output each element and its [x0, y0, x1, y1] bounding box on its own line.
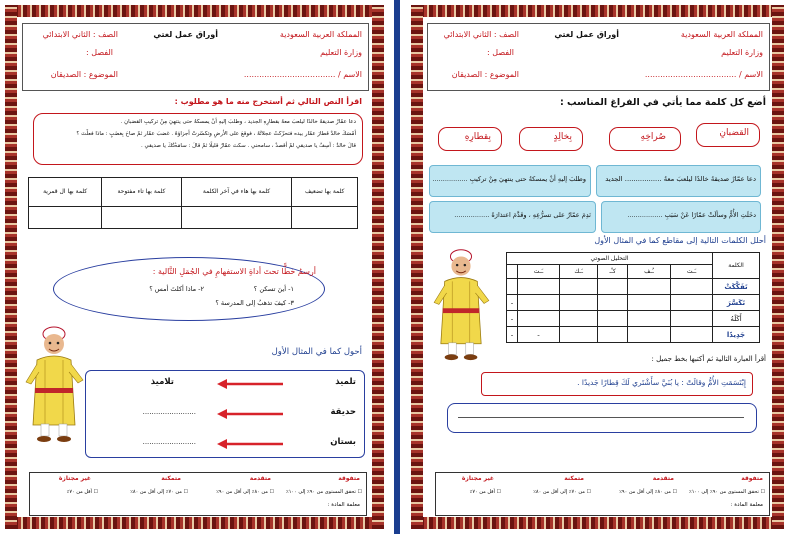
dash-cell: ـ [507, 295, 518, 311]
word-chip-label: صُراخِهِ [640, 132, 666, 142]
word-chip-label: بِقطارِهِ [464, 132, 491, 142]
reading-passage [33, 113, 363, 165]
rating-detail: ☐ من ٨٠٪ إلى أقل من ٩٠٪ [619, 489, 677, 495]
oval-title: أرسمُ خطًّا تحتَ أداةِ الاستفهامِ في الجُمَلِ التَّالية : [152, 267, 316, 276]
passage-line: دعا عمّارٌ صديقهُ خالدًا ليلعبَ معهُ بقطارِهِ الجديد ، وطلبَ إليهِ أنْ يمسكهُ حتى ينتهيَ مِنْ تركيبِ القضبانِ . [120, 119, 356, 125]
syllable-cell [671, 279, 713, 295]
answer-cell[interactable] [29, 206, 102, 228]
analyze-word: أَكَلَهُ [713, 311, 760, 327]
arrow-left-icon [217, 408, 285, 420]
fill-sentence[interactable] [596, 165, 761, 197]
sentence-text: دخَلَتِ الأُمُّ وسألَتْ عمّارًا عَنْ سَبَبِ ................. [627, 211, 756, 219]
analyze-title: أحلل الكلمات التالية إلى مقاطع كما في المثال الأول [594, 236, 766, 245]
word-chip[interactable] [696, 123, 760, 147]
rating-footer [435, 472, 770, 516]
oval-question-2: ٢- ماذا أكلتَ أمس ؟ [149, 285, 204, 293]
page-divider [394, 0, 400, 534]
border-right [772, 5, 784, 529]
syllable-cell[interactable] [559, 311, 597, 327]
border-left [411, 5, 423, 529]
rating-level: غير مجتازة [58, 475, 91, 482]
syllable-cell[interactable] [671, 327, 713, 343]
table-header: الكلمة [713, 253, 760, 279]
syllable-cell[interactable] [628, 311, 671, 327]
table-header: كلمة بها تضعيف [292, 178, 358, 207]
syllable-cell[interactable] [628, 295, 671, 311]
teacher-sign: معلمة المادة : [327, 502, 360, 508]
sentence-text: نَدِمَ عمّارٌ على تسرُّعِهِ ، وقَدَّمَ اعتذارَهُ ................. [454, 211, 591, 219]
syllable-cell[interactable] [598, 327, 628, 343]
syllable-cell: ـَـك [559, 265, 597, 279]
kingdom-text: المملكة العربية السعودية [279, 30, 362, 39]
rating-detail: ☐ من ٧٠٪ إلى أقل من ٨٠٪ [533, 489, 591, 495]
passage-line: قالَ خالدٌ : آسِفٌ يا صديقي لمْ أقصدْ ، سامحني . سكتَ عمّارٌ قليلًا ثمّ قالَ : سامَحْتُكَ يا صديقي . [140, 143, 356, 149]
name-label: الاسم / .................................... [644, 70, 763, 79]
copy-sentence-box [481, 372, 753, 396]
syllable-cell: ـَـت [671, 265, 713, 279]
header-box [22, 23, 369, 91]
syllable-cell [507, 279, 518, 295]
dash-cell: ـ [507, 311, 518, 327]
analyze-word: تَفَكَّكَتْ [713, 279, 760, 295]
table-header: التحليل الصوتي [507, 253, 713, 265]
sentence-text: دعا عمّارٌ صديقهُ خالدًا ليلعبَ معهُ ................. الجديد [605, 175, 756, 183]
convert-target: تلاميذ [150, 377, 174, 387]
convert-source: بستان [330, 437, 356, 447]
left-worksheet [5, 5, 384, 529]
border-left [5, 5, 17, 529]
section-label: الفصل : [86, 48, 113, 57]
oval-question-3: ٣- كيفَ تذهبُ إلى المدرسة ؟ [215, 299, 294, 307]
syllable-cell[interactable] [628, 327, 671, 343]
table-header: كلمة بها هاء في آخر الكلمة [181, 178, 292, 207]
convert-source: تلميذ [335, 377, 356, 387]
writing-line [458, 417, 744, 418]
rating-level: متفوقة [338, 475, 360, 482]
border-right [372, 5, 384, 529]
syllable-cell[interactable] [671, 295, 713, 311]
word-chip[interactable] [609, 127, 681, 151]
syllable-cell[interactable] [598, 295, 628, 311]
dash-cell: ـ [507, 327, 518, 343]
convert-source: حديقة [330, 407, 356, 417]
table-header: كلمة بها تاء مفتوحة [102, 178, 181, 207]
rating-level: متمكنة [161, 475, 181, 482]
rating-detail: ☐ تحقق المستوى من ٩٠٪ إلى ١٠٠٪ [286, 489, 362, 495]
dash-cell: ـ [518, 327, 560, 343]
name-label: الاسم / .................................... [243, 70, 362, 79]
left-instruction: اقرأ النص التالي ثم أستخرج منه ما هو مطلوب : [174, 97, 362, 106]
border-bottom [411, 517, 784, 529]
rating-detail: ☐ أقل من ٧٠٪ [469, 489, 501, 495]
header-box [427, 23, 770, 91]
section-label: الفصل : [487, 48, 514, 57]
syllable-cell [507, 265, 518, 279]
syllable-cell [598, 279, 628, 295]
rating-level: متقدمة [652, 475, 674, 482]
worksheet-title: أوراق عمل لغتي [554, 30, 619, 39]
analyze-word: تَكَسَّرَ [713, 295, 760, 311]
rating-level: غير مجتازة [461, 475, 494, 482]
syllable-cell[interactable] [518, 311, 560, 327]
syllable-cell [518, 279, 560, 295]
arrow-left-icon [217, 378, 285, 390]
syllable-cell[interactable] [559, 295, 597, 311]
handwriting-box[interactable] [447, 403, 757, 433]
rating-level: متمكنة [564, 475, 584, 482]
syllable-cell[interactable] [518, 295, 560, 311]
rating-level: متفوقة [741, 475, 763, 482]
rating-detail: ☐ من ٧٠٪ إلى أقل من ٨٠٪ [130, 489, 188, 495]
syllable-cell: كـْـ [598, 265, 628, 279]
boy-illustration [23, 320, 85, 445]
word-chip[interactable] [519, 127, 583, 151]
sentence-text: وطلبَ إليهِ أنْ يمسكهُ حتى ينتهيَ مِنْ تركيبِ ................. [432, 175, 586, 183]
word-chip-label: بِخالِدٍ [553, 132, 572, 142]
rating-detail: ☐ من ٨٠٪ إلى أقل من ٩٠٪ [216, 489, 274, 495]
fill-sentence[interactable] [601, 201, 761, 233]
answer-cell[interactable] [292, 206, 358, 228]
rating-detail: ☐ تحقق المستوى من ٩٠٪ إلى ١٠٠٪ [689, 489, 765, 495]
convert-blank[interactable]: ........................ [142, 408, 196, 416]
kingdom-text: المملكة العربية السعودية [680, 30, 763, 39]
grade-label: الصف : الثاني الابتدائي [42, 30, 118, 39]
rating-detail: ☐ أقل من ٧٠٪ [66, 489, 98, 495]
convert-blank[interactable]: ........................ [142, 438, 196, 446]
table-header: كلمة بها ال قمرية [29, 178, 102, 207]
syllable-cell: ـَـت [518, 265, 560, 279]
oval-question-1: ١- أينَ تسكن ؟ [253, 285, 294, 293]
copy-title: أقرأ العبارة التالية ثم أكتبها بخط جميل : [651, 355, 766, 363]
convert-title: أحول كما في المثال الأول [271, 347, 362, 357]
copy-sentence: إِبْتَسَمَتِ الأُمُّ وقالَتْ : يا بُنَيَّ سأَشْتَري لَكَ قِطارًا جَديدًا . [577, 378, 746, 387]
boy-illustration [431, 243, 491, 363]
fill-sentence[interactable] [429, 165, 591, 197]
syllable-cell[interactable] [598, 311, 628, 327]
right-instruction: أضع كل كلمة مما يأتي في الفراغ المناسب : [559, 97, 766, 108]
border-top [411, 5, 784, 17]
word-chip[interactable] [438, 127, 502, 151]
syllable-cell [559, 279, 597, 295]
answer-cell[interactable] [181, 206, 292, 228]
word-chip-label: القضبانِ [719, 128, 749, 138]
ministry-text: وزارة التعليم [721, 48, 763, 57]
worksheet-title: أوراق عمل لغتي [153, 30, 218, 39]
rating-level: متقدمة [249, 475, 271, 482]
subject-label: الموضوع : الصديقان [451, 70, 519, 79]
subject-label: الموضوع : الصديقان [50, 70, 118, 79]
syllable-cell[interactable] [559, 327, 597, 343]
border-bottom [5, 517, 384, 529]
word-extraction-table [28, 177, 358, 229]
teacher-sign: معلمة المادة : [730, 502, 763, 508]
syllable-table [506, 252, 760, 343]
grade-label: الصف : الثاني الابتدائي [443, 30, 519, 39]
ministry-text: وزارة التعليم [320, 48, 362, 57]
border-top [5, 5, 384, 17]
rating-footer [29, 472, 367, 516]
syllable-cell: ـُـف [628, 265, 671, 279]
analyze-word: جَدِيدًا [713, 327, 760, 343]
right-worksheet [411, 5, 784, 529]
syllable-cell [628, 279, 671, 295]
syllable-cell[interactable] [671, 311, 713, 327]
arrow-left-icon [217, 438, 285, 450]
passage-line: أمْسَكَ خالدٌ قطارَ عمّار بيده فتحرّكتْ عجلاتُهُ ، فوقعَ على الأرضِ وتكسّرتْ أجزاؤهُ . غضبَ عمّار ثمّ صاحَ بِغضَبٍ : ماذا فعلْتَ ؟ [76, 131, 356, 137]
fill-sentence[interactable] [429, 201, 596, 233]
answer-cell[interactable] [102, 206, 181, 228]
